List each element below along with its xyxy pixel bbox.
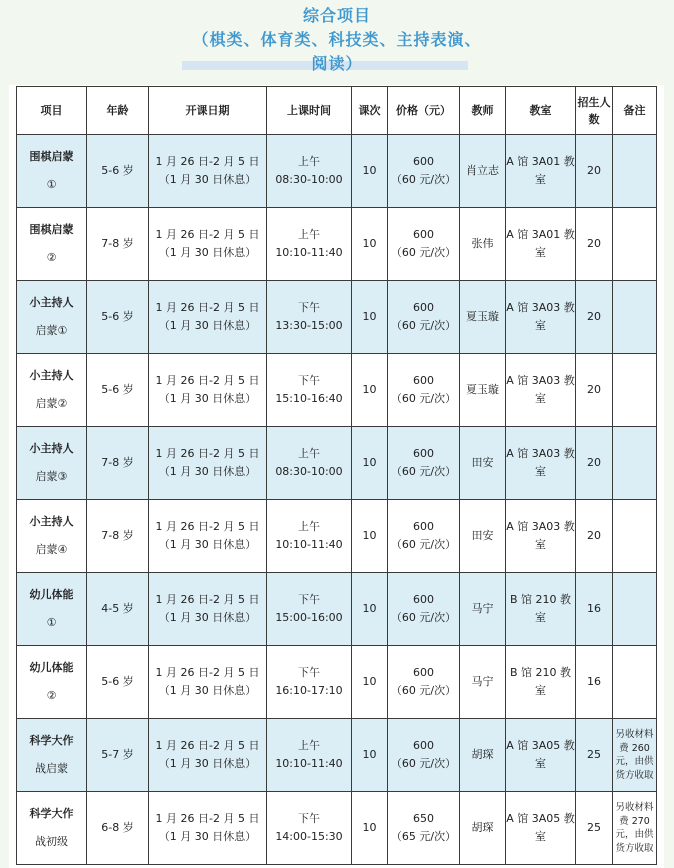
cell-project [17,792,87,865]
table-row [17,427,657,500]
cell-remark [613,208,657,281]
cell-sessions: 10 [352,573,388,646]
table-row [17,792,657,865]
cell-remark [613,500,657,573]
price-per-session: （60 元/次） [390,246,457,259]
project-number: 战启蒙 [35,762,68,775]
cell-project [17,646,87,719]
time-period: 上午 [298,228,320,241]
cell-teacher: 夏玉璇 [460,281,506,354]
price-total: 600 [413,301,434,314]
cell-classroom: A 馆 3A03 教室 [506,281,576,354]
time-period: 下午 [298,301,320,314]
cell-enroll: 25 [576,792,613,865]
price-total: 600 [413,666,434,679]
cell-enroll: 25 [576,719,613,792]
cell-enroll: 20 [576,281,613,354]
cell-remark [613,135,657,208]
date-range: 1 月 26 日-2 月 5 日 [155,593,260,606]
date-rest-note: （1 月 30 日休息） [158,173,257,186]
cell-start-date [149,135,267,208]
time-period: 上午 [298,447,320,460]
cell-classroom: A 馆 3A01 教室 [506,208,576,281]
cell-classroom: A 馆 3A03 教室 [506,427,576,500]
table-row [17,281,657,354]
cell-teacher: 夏玉璇 [460,354,506,427]
cell-sessions: 10 [352,427,388,500]
price-per-session: （60 元/次） [390,684,457,697]
cell-price [388,135,460,208]
cell-enroll: 16 [576,573,613,646]
project-name: 科学大作 [29,734,74,747]
header-age: 年龄 [87,87,149,135]
project-name: 幼儿体能 [29,588,74,601]
cell-time [267,281,352,354]
header-price: 价格（元） [388,87,460,135]
cell-teacher: 胡琛 [460,719,506,792]
cell-time [267,646,352,719]
price-per-session: （60 元/次） [390,173,457,186]
date-rest-note: （1 月 30 日休息） [158,465,257,478]
date-range: 1 月 26 日-2 月 5 日 [155,155,260,168]
cell-project [17,281,87,354]
project-number: 启蒙① [35,324,68,337]
time-period: 上午 [298,739,320,752]
cell-time [267,573,352,646]
table-row [17,573,657,646]
cell-project [17,500,87,573]
project-name: 幼儿体能 [29,661,74,674]
cell-remark: 另收材料费 270 元，由供货方收取 [613,792,657,865]
cell-age: 5-6 岁 [87,281,149,354]
cell-sessions: 10 [352,208,388,281]
cell-classroom: A 馆 3A03 教室 [506,354,576,427]
table-row [17,135,657,208]
price-per-session: （60 元/次） [390,319,457,332]
price-per-session: （65 元/次） [390,830,457,843]
cell-enroll: 20 [576,135,613,208]
table-row [17,208,657,281]
project-number: ① [46,616,57,629]
time-period: 上午 [298,155,320,168]
cell-time [267,719,352,792]
table-row [17,354,657,427]
cell-teacher: 胡琛 [460,792,506,865]
price-per-session: （60 元/次） [390,392,457,405]
header-sessions: 课次 [352,87,388,135]
date-rest-note: （1 月 30 日休息） [158,392,257,405]
cell-price [388,792,460,865]
table-row [17,646,657,719]
time-range: 13:30-15:00 [275,319,343,332]
project-name: 围棋启蒙 [29,223,74,236]
project-name: 小主持人 [29,442,74,455]
section-title: 综合项目 [302,6,371,25]
time-range: 10:10-11:40 [275,538,343,551]
cell-classroom: A 馆 3A05 教室 [506,792,576,865]
cell-age: 6-8 岁 [87,792,149,865]
cell-remark [613,646,657,719]
cell-price [388,427,460,500]
cell-start-date [149,719,267,792]
header-time: 上课时间 [267,87,352,135]
date-rest-note: （1 月 30 日休息） [158,757,257,770]
date-range: 1 月 26 日-2 月 5 日 [155,812,260,825]
date-rest-note: （1 月 30 日休息） [158,684,257,697]
project-number: 启蒙② [35,397,68,410]
cell-remark [613,427,657,500]
cell-sessions: 10 [352,281,388,354]
cell-price [388,354,460,427]
cell-age: 5-6 岁 [87,354,149,427]
cell-teacher: 张伟 [460,208,506,281]
cell-start-date [149,792,267,865]
cell-time [267,500,352,573]
section-subtitle-line2: 阅读） [311,54,363,73]
cell-sessions: 10 [352,135,388,208]
time-range: 10:10-11:40 [275,246,343,259]
time-range: 15:10-16:40 [275,392,343,405]
cell-start-date [149,573,267,646]
cell-project [17,427,87,500]
cell-start-date [149,646,267,719]
price-total: 600 [413,520,434,533]
header-classroom: 教室 [506,87,576,135]
date-rest-note: （1 月 30 日休息） [158,538,257,551]
cell-sessions: 10 [352,792,388,865]
project-number: 战初级 [35,835,68,848]
price-per-session: （60 元/次） [390,611,457,624]
cell-teacher: 马宁 [460,646,506,719]
cell-enroll: 20 [576,354,613,427]
cell-classroom: A 馆 3A05 教室 [506,719,576,792]
cell-remark [613,281,657,354]
date-range: 1 月 26 日-2 月 5 日 [155,739,260,752]
cell-sessions: 10 [352,646,388,719]
cell-age: 7-8 岁 [87,500,149,573]
cell-sessions: 10 [352,719,388,792]
header-start-date: 开课日期 [149,87,267,135]
cell-start-date [149,281,267,354]
project-number: ② [46,689,57,702]
cell-remark [613,573,657,646]
project-number: ② [46,251,57,264]
table-row [17,500,657,573]
cell-project [17,354,87,427]
cell-time [267,208,352,281]
cell-classroom: B 馆 210 教室 [506,573,576,646]
price-total: 600 [413,739,434,752]
time-range: 10:10-11:40 [275,757,343,770]
cell-price [388,719,460,792]
cell-age: 7-8 岁 [87,208,149,281]
cell-start-date [149,427,267,500]
price-total: 600 [413,155,434,168]
date-rest-note: （1 月 30 日休息） [158,611,257,624]
cell-enroll: 16 [576,646,613,719]
price-total: 600 [413,447,434,460]
cell-start-date [149,354,267,427]
section-subtitle-line1: （棋类、体育类、科技类、主持表演、 [192,30,482,49]
table-header-row [17,87,657,135]
cell-teacher: 田安 [460,427,506,500]
date-range: 1 月 26 日-2 月 5 日 [155,666,260,679]
date-rest-note: （1 月 30 日休息） [158,830,257,843]
date-range: 1 月 26 日-2 月 5 日 [155,301,260,314]
cell-age: 5-6 岁 [87,135,149,208]
date-range: 1 月 26 日-2 月 5 日 [155,520,260,533]
project-number: 启蒙④ [35,543,68,556]
cell-start-date [149,208,267,281]
cell-project [17,719,87,792]
project-number: 启蒙③ [35,470,68,483]
cell-teacher: 马宁 [460,573,506,646]
time-period: 下午 [298,812,320,825]
cell-price [388,646,460,719]
cell-age: 5-7 岁 [87,719,149,792]
time-range: 08:30-10:00 [275,173,343,186]
cell-start-date [149,500,267,573]
cell-remark [613,354,657,427]
project-name: 围棋启蒙 [29,150,74,163]
cell-enroll: 20 [576,208,613,281]
cell-teacher: 肖立志 [460,135,506,208]
cell-price [388,208,460,281]
time-period: 下午 [298,666,320,679]
price-per-session: （60 元/次） [390,757,457,770]
cell-price [388,500,460,573]
project-name: 小主持人 [29,369,74,382]
cell-price [388,281,460,354]
cell-project [17,573,87,646]
project-name: 小主持人 [29,515,74,528]
project-name: 小主持人 [29,296,74,309]
date-rest-note: （1 月 30 日休息） [158,319,257,332]
date-rest-note: （1 月 30 日休息） [158,246,257,259]
project-number: ① [46,178,57,191]
time-period: 下午 [298,374,320,387]
time-range: 16:10-17:10 [275,684,343,697]
cell-sessions: 10 [352,354,388,427]
cell-project [17,208,87,281]
table-row [17,719,657,792]
date-range: 1 月 26 日-2 月 5 日 [155,228,260,241]
cell-time [267,792,352,865]
price-total: 600 [413,228,434,241]
price-total: 600 [413,593,434,606]
time-range: 14:00-15:30 [275,830,343,843]
cell-teacher: 田安 [460,500,506,573]
time-range: 15:00-16:00 [275,611,343,624]
cell-time [267,427,352,500]
cell-classroom: A 馆 3A03 教室 [506,500,576,573]
cell-time [267,354,352,427]
header-remark: 备注 [613,87,657,135]
cell-age: 4-5 岁 [87,573,149,646]
cell-classroom: A 馆 3A01 教室 [506,135,576,208]
cell-enroll: 20 [576,500,613,573]
project-name: 科学大作 [29,807,74,820]
cell-time [267,135,352,208]
date-range: 1 月 26 日-2 月 5 日 [155,447,260,460]
cell-price [388,573,460,646]
cell-classroom: B 馆 210 教室 [506,646,576,719]
cell-age: 7-8 岁 [87,427,149,500]
time-period: 下午 [298,593,320,606]
cell-age: 5-6 岁 [87,646,149,719]
price-per-session: （60 元/次） [390,538,457,551]
course-table [16,86,657,865]
time-range: 08:30-10:00 [275,465,343,478]
price-per-session: （60 元/次） [390,465,457,478]
price-total: 650 [413,812,434,825]
cell-remark: 另收材料费 260 元，由供货方收取 [613,719,657,792]
price-total: 600 [413,374,434,387]
cell-project [17,135,87,208]
header-project: 项目 [17,87,87,135]
cell-enroll: 20 [576,427,613,500]
header-enroll: 招生人数 [576,87,613,135]
date-range: 1 月 26 日-2 月 5 日 [155,374,260,387]
time-period: 上午 [298,520,320,533]
cell-sessions: 10 [352,500,388,573]
header-teacher: 教师 [460,87,506,135]
